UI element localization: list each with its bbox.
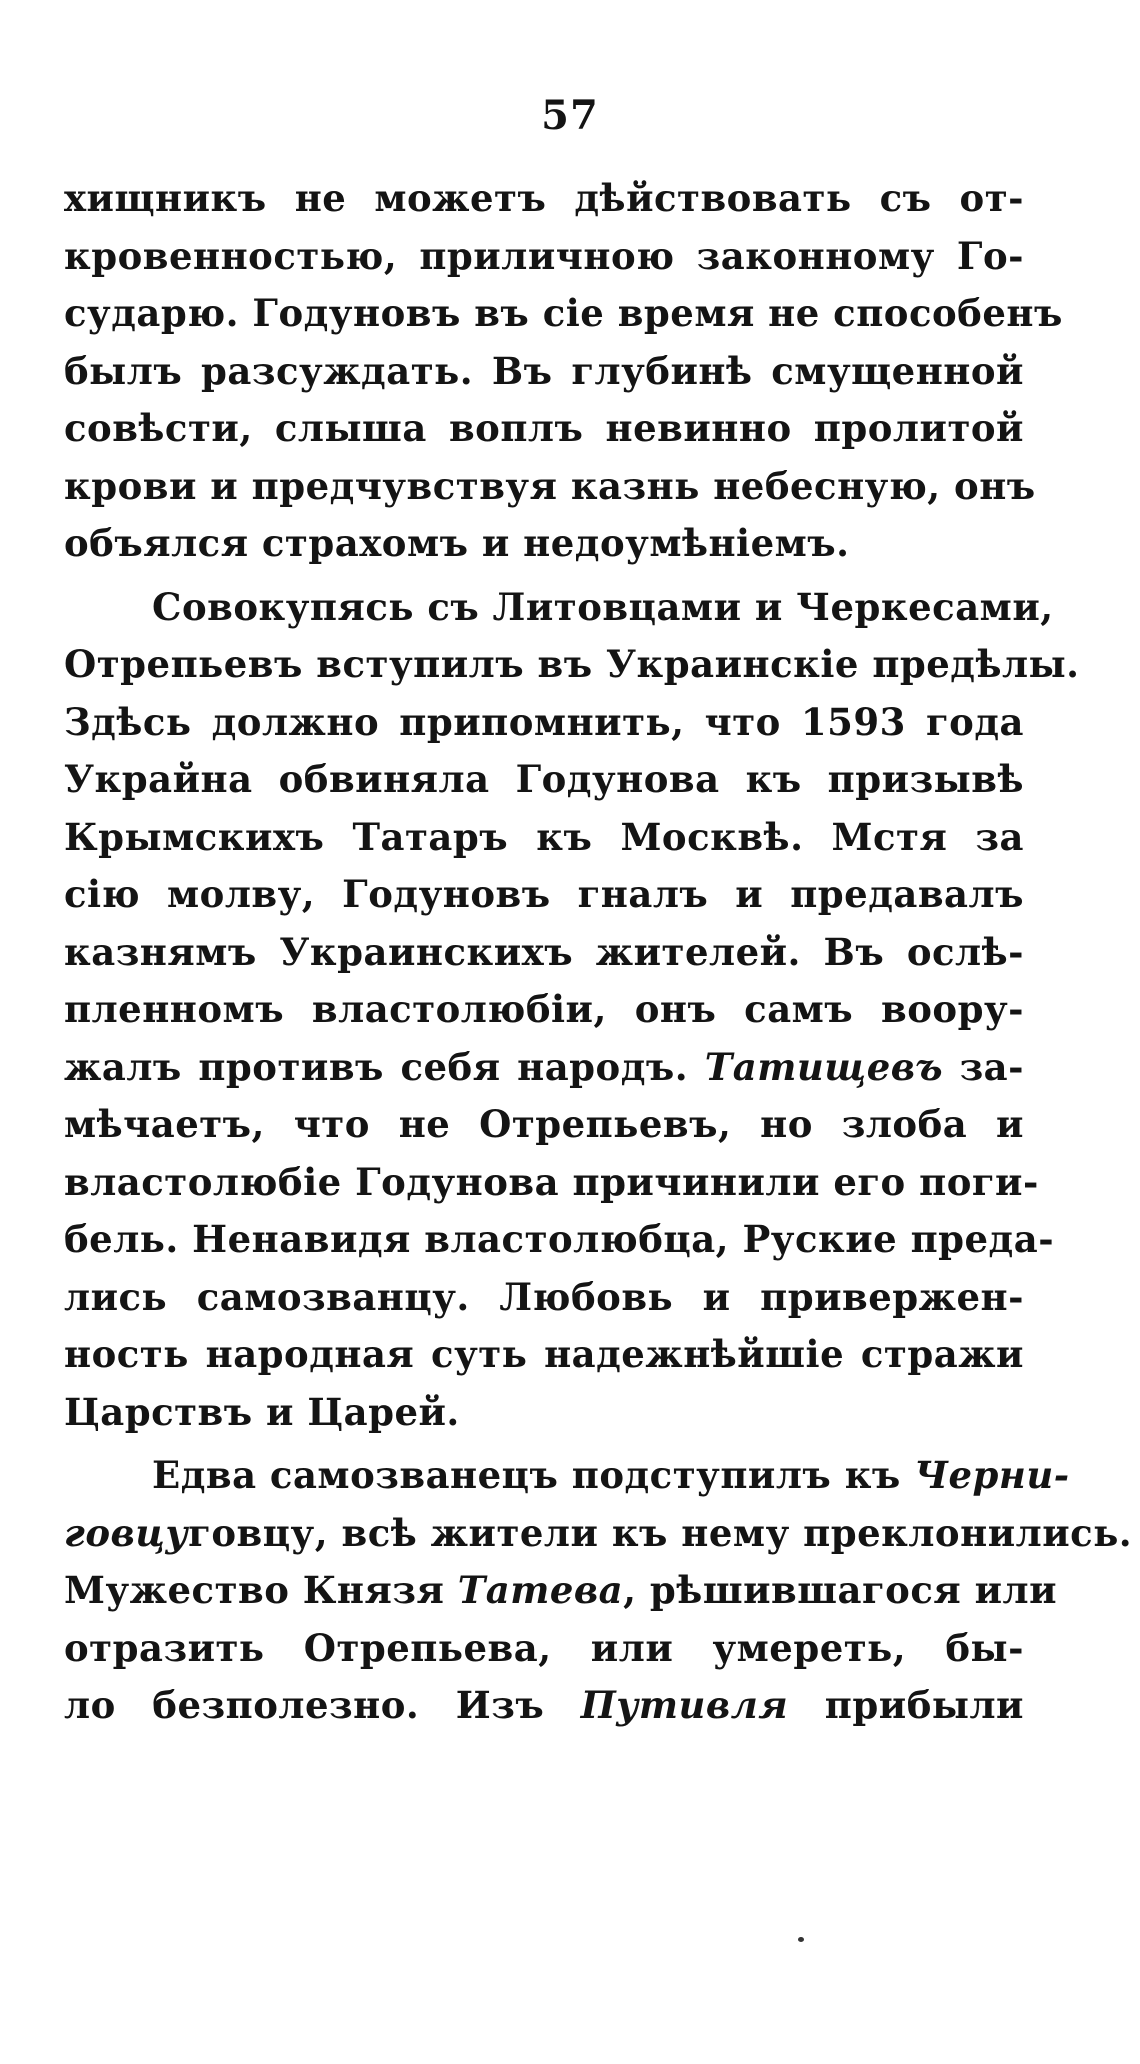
italic-name: Татищевъ bbox=[704, 1044, 943, 1089]
text-line: сударю. Годуновъ въ сіе время не способенъ bbox=[64, 291, 1063, 335]
text-line: Украйна обвиняла Годунова къ призывѣ bbox=[64, 757, 1024, 801]
text-span: прибыли bbox=[824, 1683, 1024, 1727]
text-line: Совокупясь съ Литовцами и Черкесами, bbox=[152, 584, 1054, 629]
paragraph-1 bbox=[64, 170, 1063, 573]
text-span: жалъ противъ себя народъ. bbox=[64, 1044, 689, 1089]
text-line: кровенностью, приличною законному Го- bbox=[64, 233, 1024, 278]
text-line: пленномъ властолюбіи, онъ самъ воору- bbox=[64, 987, 1024, 1031]
text-line: Здѣсь должно припомнить, что 1593 года bbox=[64, 699, 1024, 744]
text-line: Отрепьевъ вступилъ въ Украинскіе предѣлы. bbox=[64, 642, 1080, 686]
text-line: былъ разсуждать. Въ глубинѣ смущенной bbox=[64, 348, 1024, 393]
italic-place: говцу bbox=[64, 1510, 189, 1555]
text-span: Едва самозванецъ подступилъ къ bbox=[152, 1453, 901, 1497]
text-line: мѣчаетъ, что не Отрепьевъ, но злоба и bbox=[64, 1102, 1024, 1146]
text-line: Крымскихъ Татаръ къ Москвѣ. Мстя за bbox=[64, 814, 1024, 859]
text-line: крови и предчувствуя казнь небесную, онъ bbox=[64, 463, 1036, 508]
text-line: лись самозванцу. Любовь и привержен- bbox=[64, 1274, 1024, 1319]
text-line: казнямъ Украинскихъ жителей. Въ ослѣ- bbox=[64, 929, 1024, 974]
text-line: бель. Ненавидя властолюбца, Руские преда- bbox=[64, 1217, 1055, 1261]
ink-speck bbox=[798, 1937, 804, 1942]
text-line: отразить Отрепьева, или умереть, бы- bbox=[64, 1625, 1024, 1670]
paragraph-2 bbox=[64, 579, 1080, 1442]
text-span: ло безполезно. Изъ bbox=[64, 1683, 545, 1727]
text-line: хищникъ не можетъ дѣйствовать съ от- bbox=[64, 176, 1024, 220]
text-span: за- bbox=[959, 1044, 1025, 1089]
italic-place: Путивля bbox=[580, 1683, 789, 1727]
text-line bbox=[64, 1562, 1058, 1620]
text-span: говцу, всѣ жители къ нему преклонились. bbox=[188, 1510, 1133, 1555]
text-span: Мужество Князя bbox=[64, 1568, 445, 1612]
body-text bbox=[64, 170, 1133, 1735]
text-line: сію молву, Годуновъ гналъ и предавалъ bbox=[64, 872, 1024, 916]
text-line: Царствъ и Царей. bbox=[64, 1389, 460, 1434]
text-line: властолюбіе Годунова причинили его поги- bbox=[64, 1159, 1039, 1204]
text-line: ность народная суть надежнѣйшіе стражи bbox=[64, 1332, 1024, 1376]
text-line: объялся страхомъ и недоумѣніемъ. bbox=[64, 521, 850, 565]
text-line bbox=[64, 1505, 1133, 1563]
italic-name: Татева bbox=[457, 1568, 624, 1612]
italic-place: Черни- bbox=[914, 1453, 1070, 1497]
text-line bbox=[64, 1447, 1070, 1505]
page-number: 57 bbox=[541, 92, 599, 139]
text-line bbox=[64, 1039, 1024, 1097]
paragraph-3 bbox=[64, 1447, 1133, 1735]
text-line: совѣсти, слыша воплъ невинно пролитой bbox=[64, 406, 1024, 450]
text-line bbox=[64, 1677, 1024, 1735]
text-span: , рѣшившагося или bbox=[623, 1568, 1058, 1612]
